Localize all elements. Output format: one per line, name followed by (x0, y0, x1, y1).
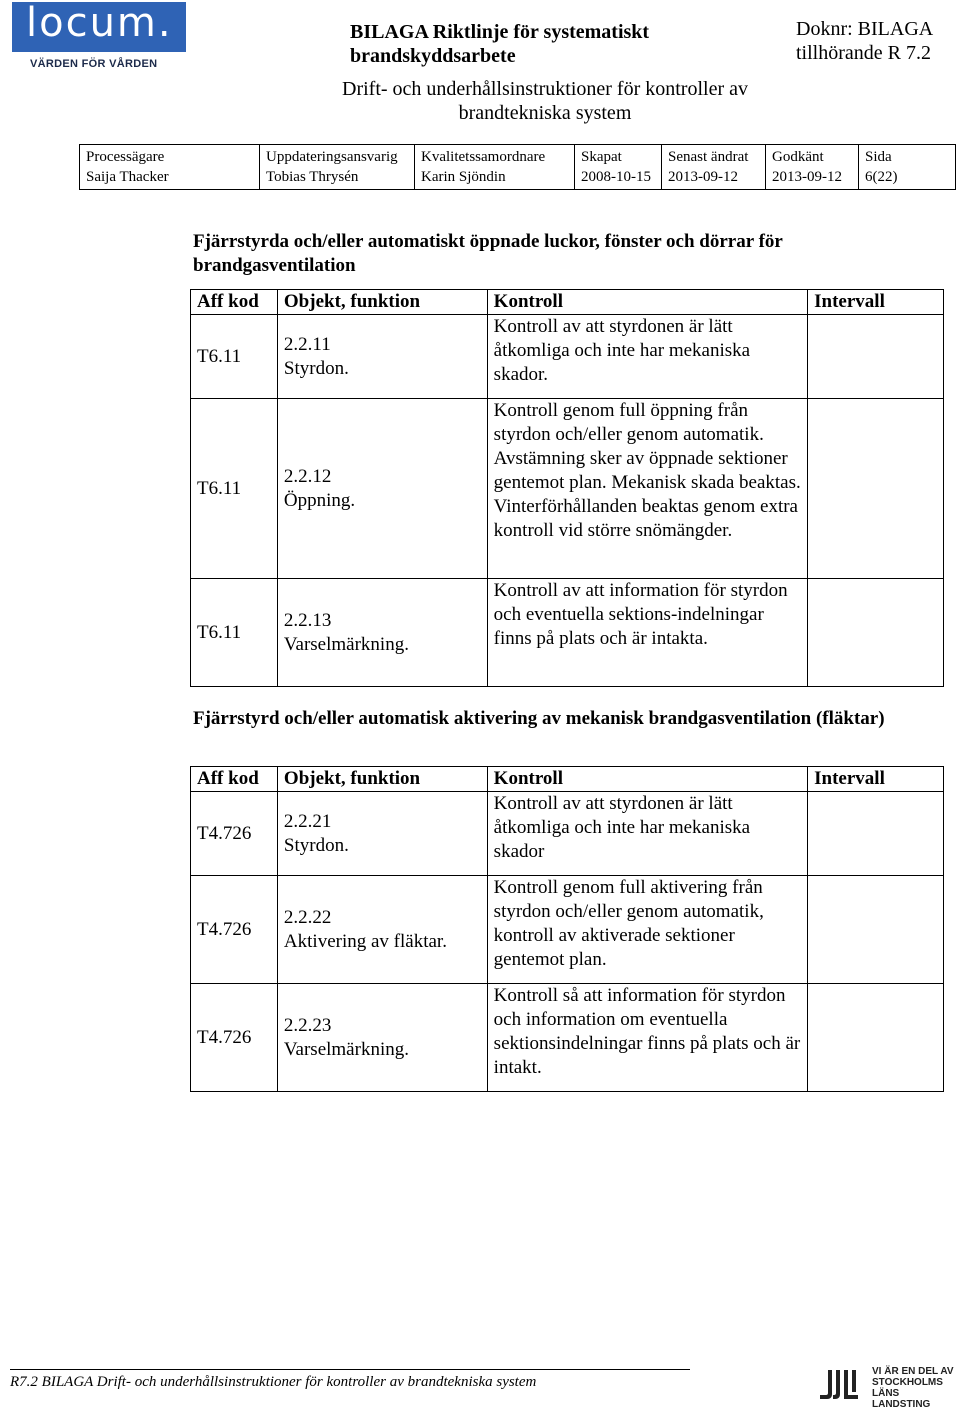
meta-label: Sida (865, 149, 892, 165)
document-number-line2: tillhörande R 7.2 (796, 42, 931, 64)
section1-table (190, 289, 944, 687)
meta-value: Karin Sjöndin (421, 169, 506, 185)
objekt-function: Öppning. (283, 489, 356, 511)
meta-last-changed (661, 145, 765, 189)
document-number (796, 17, 933, 65)
col-kontroll: Kontroll (487, 290, 807, 315)
meta-value: 6(22) (865, 169, 898, 185)
objekt-function: Varselmärkning. (283, 633, 409, 655)
meta-label: Skapat (581, 149, 622, 165)
meta-value: Saija Thacker (86, 169, 169, 185)
col-intervall: Intervall (808, 290, 944, 315)
aff-kod-cell: T4.726 (191, 792, 278, 876)
objekt-number: 2.2.11 (283, 333, 331, 355)
meta-approved (765, 145, 858, 189)
sll-text (872, 1366, 958, 1410)
aff-kod-cell: T4.726 (191, 984, 278, 1092)
table-row (191, 792, 944, 876)
col-aff-kod: Aff kod (191, 290, 278, 315)
sll-logo (818, 1364, 958, 1410)
objekt-cell (277, 579, 487, 687)
meta-page (858, 145, 955, 189)
meta-value: 2013-09-12 (668, 169, 738, 185)
objekt-number: 2.2.12 (283, 465, 332, 487)
meta-label: Uppdateringsansvarig (266, 149, 398, 165)
logo-word: locum. (26, 0, 173, 46)
aff-kod-cell: T4.726 (191, 876, 278, 984)
intervall-cell (808, 792, 944, 876)
meta-update-responsible (259, 145, 414, 189)
objekt-number: 2.2.13 (283, 609, 332, 631)
objekt-cell (277, 876, 487, 984)
meta-quality-coordinator (414, 145, 574, 189)
intervall-cell (808, 876, 944, 984)
sll-line: STOCKHOLMS (872, 1377, 943, 1388)
intervall-cell (808, 315, 944, 399)
objekt-number: 2.2.23 (283, 1014, 332, 1036)
objekt-cell (277, 315, 487, 399)
kontroll-cell: Kontroll genom full aktivering från styrdon och/eller genom automatik, kontroll av aktiverade sektioner gentemot plan. (487, 876, 807, 984)
col-objekt: Objekt, funktion (277, 290, 487, 315)
table-row (191, 876, 944, 984)
kontroll-cell: Kontroll av att styrdonen är lätt åtkomliga och inte har mekaniska skador (487, 792, 807, 876)
col-kontroll: Kontroll (487, 767, 807, 792)
objekt-function: Varselmärkning. (283, 1038, 409, 1060)
meta-label: Senast ändrat (668, 149, 749, 165)
objekt-function: Styrdon. (283, 834, 349, 856)
objekt-function: Styrdon. (283, 357, 349, 379)
section1-title: Fjärrstyrda och/eller automatiskt öppnade luckor, fönster och dörrar för brandgasventilation (193, 231, 783, 276)
document-subtitle: Drift- och underhållsinstruktioner för kontroller av brandtekniska system (342, 78, 748, 124)
metadata-table (79, 144, 956, 190)
section2-title: Fjärrstyrd och/eller automatisk aktivering av mekanisk brandgasventilation (fläktar) (193, 708, 885, 729)
meta-value: Tobias Thrysén (266, 169, 359, 185)
meta-label: Kvalitetssamordnare (421, 149, 546, 165)
intervall-cell (808, 579, 944, 687)
table-row (191, 579, 944, 687)
meta-process-owner (80, 145, 259, 189)
logo-tagline: VÄRDEN FÖR VÅRDEN (30, 58, 158, 70)
col-objekt: Objekt, funktion (277, 767, 487, 792)
meta-value: 2013-09-12 (772, 169, 842, 185)
sll-mark-icon (818, 1368, 860, 1402)
table-row (191, 315, 944, 399)
document-number-line1: Doknr: BILAGA (796, 18, 934, 40)
footer-divider (10, 1369, 690, 1370)
intervall-cell (808, 984, 944, 1092)
meta-created (574, 145, 661, 189)
aff-kod-cell: T6.11 (191, 315, 278, 399)
col-aff-kod: Aff kod (191, 767, 278, 792)
sll-line: VI ÄR EN DEL AV (872, 1366, 954, 1377)
sll-line: LÄNS LANDSTING (872, 1388, 931, 1410)
kontroll-cell: Kontroll av att information för styrdon och eventuella sektions-indelningar finns på plats och är intakta. (487, 579, 807, 687)
col-intervall: Intervall (808, 767, 944, 792)
objekt-cell (277, 399, 487, 579)
aff-kod-cell: T6.11 (191, 399, 278, 579)
intervall-cell (808, 399, 944, 579)
objekt-number: 2.2.22 (283, 906, 332, 928)
aff-kod-cell: T6.11 (191, 579, 278, 687)
locum-logo (12, 2, 186, 52)
meta-value: 2008-10-15 (581, 169, 651, 185)
meta-label: Processägare (86, 149, 165, 165)
objekt-function: Aktivering av fläktar. (283, 930, 447, 952)
objekt-cell (277, 984, 487, 1092)
table-header-row (191, 767, 944, 792)
table-row (191, 984, 944, 1092)
table-header-row (191, 290, 944, 315)
document-title: BILAGA Riktlinje för systematiskt brandskyddsarbete (350, 21, 650, 67)
objekt-cell (277, 792, 487, 876)
objekt-number: 2.2.21 (283, 810, 332, 832)
kontroll-cell: Kontroll genom full öppning från styrdon och/eller genom automatik. Avstämning sker av öppnade sektioner gentemot plan. Mekanisk skada beaktas. Vinterförhållanden beaktas genom extra kontroll vid större snömängder. (487, 399, 807, 579)
section2-table (190, 766, 944, 1092)
kontroll-cell: Kontroll av att styrdonen är lätt åtkomliga och inte har mekaniska skador. (487, 315, 807, 399)
table-row (191, 399, 944, 579)
kontroll-cell: Kontroll så att information för styrdon och information om eventuella sektionsindelningar finns på plats och är intakt. (487, 984, 807, 1092)
meta-label: Godkänt (772, 149, 824, 165)
footer-text: R7.2 BILAGA Drift- och underhållsinstruktioner för kontroller av brandtekniska system (10, 1374, 537, 1390)
